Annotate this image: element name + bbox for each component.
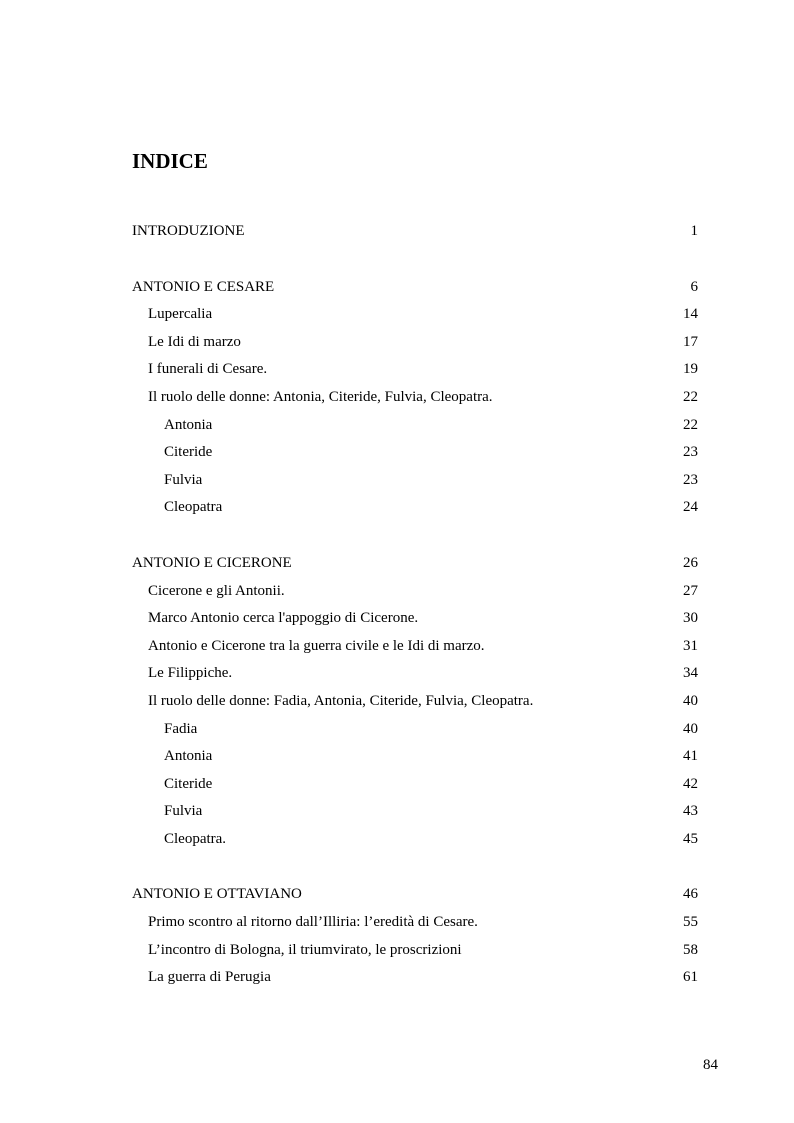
- toc-subsection: [132, 633, 698, 661]
- toc-entry-title: Cleopatra: [164, 499, 223, 516]
- page-number: 84: [703, 1057, 718, 1073]
- toc-section: [132, 881, 698, 991]
- toc-chapter-heading: [132, 274, 698, 302]
- toc-entry-title: Citeride: [164, 444, 213, 461]
- toc-entry-title: Cleopatra.: [164, 830, 227, 847]
- toc-subsection: [132, 964, 698, 992]
- toc-subsection: [132, 301, 698, 329]
- toc-entry-page: 22: [683, 416, 698, 433]
- toc-entry-page: 14: [683, 306, 698, 323]
- toc-subsection: [132, 688, 698, 716]
- toc-subsubsection: [132, 467, 698, 495]
- toc-entry-page: 55: [683, 914, 698, 931]
- toc-entry-page: 61: [683, 969, 698, 986]
- toc-subsection: [132, 937, 698, 965]
- toc-subsection: [132, 384, 698, 412]
- toc-entry-page: 6: [690, 278, 698, 295]
- toc-entry-page: 19: [683, 361, 698, 378]
- toc-entry-page: 34: [683, 665, 698, 682]
- toc-subsubsection: [132, 826, 698, 854]
- toc-entry-page: 24: [683, 499, 698, 516]
- toc-subsection: [132, 356, 698, 384]
- toc-entry-page: 22: [683, 388, 698, 405]
- toc-entry-page: 26: [683, 554, 698, 571]
- toc-entry-page: 46: [683, 886, 698, 903]
- toc-entry-title: Il ruolo delle donne: Antonia, Citeride, Fulvia, Cleopatra.: [148, 388, 493, 405]
- toc-subsection: [132, 578, 698, 606]
- toc-subsection: [132, 605, 698, 633]
- toc-entry-page: 42: [683, 775, 698, 792]
- toc-subsubsection: [132, 494, 698, 522]
- toc-subsubsection: [132, 412, 698, 440]
- toc-entry-title: Marco Antonio cerca l'appoggio di Cicerone.: [148, 610, 419, 627]
- toc-entry-page: 40: [683, 720, 698, 737]
- toc-entry-page: 31: [683, 637, 698, 654]
- toc-entry-page: 43: [683, 803, 698, 820]
- toc-entry-title: L’incontro di Bologna, il triumvirato, le proscrizioni: [148, 941, 462, 958]
- toc-subsubsection: [132, 743, 698, 771]
- toc-section: [132, 218, 698, 246]
- toc-entry-page: 45: [683, 830, 698, 847]
- toc-section: [132, 550, 698, 854]
- toc-entry-page: 27: [683, 582, 698, 599]
- toc-subsubsection: [132, 798, 698, 826]
- toc-entry-page: 40: [683, 692, 698, 709]
- toc-entry-title: ANTONIO E CESARE: [132, 278, 275, 295]
- toc-section: [132, 274, 698, 522]
- toc-chapter-heading: [132, 881, 698, 909]
- toc-entry-title: ANTONIO E OTTAVIANO: [132, 886, 302, 903]
- toc-entry-page: 58: [683, 941, 698, 958]
- table-of-contents: [132, 218, 698, 1020]
- toc-entry-title: Fulvia: [164, 803, 203, 820]
- toc-entry-page: 17: [683, 333, 698, 350]
- toc-entry-page: 1: [690, 223, 698, 239]
- page-title: INDICE: [132, 149, 208, 173]
- toc-subsubsection: [132, 771, 698, 799]
- toc-entry-title: Le Idi di marzo: [148, 333, 241, 350]
- toc-subsection: [132, 660, 698, 688]
- toc-entry-title: INTRODUZIONE: [132, 223, 245, 239]
- toc-entry-title: ANTONIO E CICERONE: [132, 554, 292, 571]
- toc-chapter-heading: [132, 550, 698, 578]
- toc-subsection: [132, 329, 698, 357]
- toc-entry-title: La guerra di Perugia: [148, 969, 271, 986]
- toc-entry-title: Il ruolo delle donne: Fadia, Antonia, Citeride, Fulvia, Cleopatra.: [148, 692, 534, 709]
- toc-subsubsection: [132, 716, 698, 744]
- toc-chapter-heading: [132, 218, 698, 246]
- toc-entry-title: Le Filippiche.: [148, 665, 233, 682]
- toc-subsection: [132, 909, 698, 937]
- toc-entry-title: Primo scontro al ritorno dall’Illiria: l’eredità di Cesare.: [148, 914, 478, 931]
- toc-entry-title: Fulvia: [164, 471, 203, 488]
- toc-entry-page: 41: [683, 748, 698, 765]
- toc-entry-title: I funerali di Cesare.: [148, 361, 268, 378]
- toc-entry-title: Antonia: [164, 748, 213, 765]
- toc-entry-title: Antonia: [164, 416, 213, 433]
- toc-entry-title: Antonio e Cicerone tra la guerra civile e le Idi di marzo.: [148, 637, 485, 654]
- toc-entry-page: 30: [683, 610, 698, 627]
- toc-entry-title: Fadia: [164, 720, 198, 737]
- toc-entry-page: 23: [683, 471, 698, 488]
- toc-entry-title: Lupercalia: [148, 306, 213, 323]
- toc-entry-page: 23: [683, 444, 698, 461]
- toc-entry-title: Citeride: [164, 775, 213, 792]
- toc-entry-title: Cicerone e gli Antonii.: [148, 582, 285, 599]
- toc-subsubsection: [132, 439, 698, 467]
